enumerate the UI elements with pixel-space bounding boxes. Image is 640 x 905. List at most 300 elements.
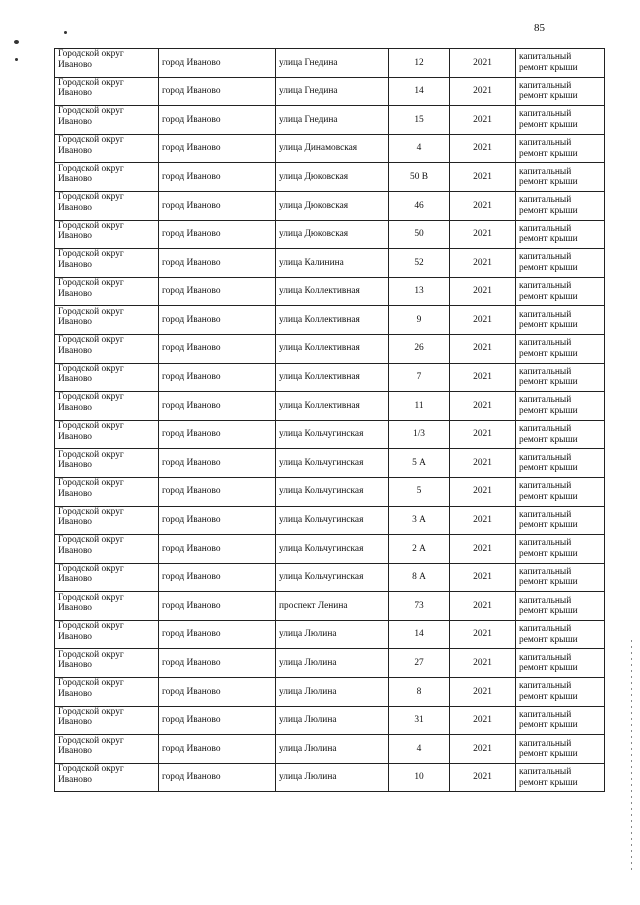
cell-house [389, 449, 450, 478]
cell-city [159, 477, 276, 506]
house-text: 5 А [412, 457, 426, 468]
cell-district [55, 506, 159, 535]
city-text: город Иваново [162, 400, 221, 411]
district-text: Городской округ Иваново [58, 678, 124, 699]
street-text: улица Кольчугинская [279, 457, 364, 468]
street-text: улица Коллективная [279, 400, 360, 411]
work-text: капитальный ремонт крыши [519, 309, 578, 331]
cell-year [450, 306, 516, 335]
cell-year [450, 735, 516, 764]
city-text: город Иваново [162, 429, 221, 440]
district-text: Городской округ Иваново [58, 77, 124, 99]
house-text: 5 [416, 486, 422, 497]
district-text: Городской округ Иваново [58, 106, 124, 127]
table-row [55, 106, 605, 135]
table-row [55, 249, 605, 278]
table-row [55, 706, 605, 735]
cell-street [276, 191, 389, 220]
cell-street [276, 763, 389, 792]
city-text: город Иваново [162, 114, 221, 125]
cell-house [389, 649, 450, 678]
street-text: улица Кольчугинская [279, 543, 364, 554]
cell-work [516, 277, 605, 306]
cell-work [516, 763, 605, 792]
cell-district [55, 392, 159, 421]
city-text: город Иваново [162, 314, 221, 325]
cell-house [389, 592, 450, 621]
cell-district [55, 477, 159, 506]
cell-house [389, 249, 450, 278]
cell-house [389, 191, 450, 220]
work-text: капитальный ремонт крыши [519, 424, 578, 445]
city-text: город Иваново [162, 486, 221, 497]
work-text: капитальный ремонт крыши [519, 80, 578, 102]
cell-street [276, 420, 389, 449]
house-text: 8 [416, 686, 422, 697]
cell-year [450, 106, 516, 135]
cell-district [55, 706, 159, 735]
cell-year [450, 277, 516, 306]
work-text: капитальный ремонт крыши [519, 652, 578, 674]
cell-work [516, 77, 605, 106]
work-text: капитальный ремонт крыши [519, 624, 578, 645]
street-text: улица Коллективная [279, 372, 360, 383]
city-text: город Иваново [162, 143, 221, 154]
cell-district [55, 735, 159, 764]
street-text: проспект Ленина [279, 600, 348, 611]
cell-district [55, 334, 159, 363]
city-text: город Иваново [162, 658, 221, 669]
cell-work [516, 506, 605, 535]
year-text: 2021 [473, 57, 492, 68]
house-text: 8 А [412, 572, 426, 583]
scan-artifact-line [631, 640, 632, 870]
cell-house [389, 106, 450, 135]
house-text: 26 [414, 343, 424, 354]
table-row [55, 763, 605, 792]
work-text: капитальный ремонт крыши [519, 252, 578, 273]
cell-city [159, 134, 276, 163]
cell-year [450, 563, 516, 592]
year-text: 2021 [473, 429, 492, 440]
work-text: капитальный ремонт крыши [519, 452, 578, 474]
table-row [55, 134, 605, 163]
table-row [55, 735, 605, 764]
city-text: город Иваново [162, 457, 221, 468]
district-text: Городской округ Иваново [58, 335, 124, 356]
house-text: 15 [414, 114, 424, 125]
street-text: улица Кольчугинская [279, 429, 364, 440]
table-row [55, 49, 605, 78]
street-text: улица Люлина [279, 686, 337, 697]
house-text: 50 В [410, 171, 428, 182]
cell-city [159, 277, 276, 306]
city-text: город Иваново [162, 743, 221, 754]
cell-house [389, 220, 450, 249]
year-text: 2021 [473, 257, 492, 268]
cell-district [55, 220, 159, 249]
cell-street [276, 735, 389, 764]
page-number: 85 [534, 22, 545, 34]
cell-work [516, 563, 605, 592]
district-text: Городской округ Иваново [58, 392, 124, 413]
city-text: город Иваново [162, 86, 221, 97]
cell-district [55, 249, 159, 278]
cell-work [516, 620, 605, 649]
table-row [55, 592, 605, 621]
cell-street [276, 134, 389, 163]
city-text: город Иваново [162, 629, 221, 640]
work-text: капитальный ремонт крыши [519, 109, 578, 130]
cell-house [389, 334, 450, 363]
year-text: 2021 [473, 486, 492, 497]
city-text: город Иваново [162, 372, 221, 383]
cell-work [516, 420, 605, 449]
work-text: капитальный ремонт крыши [519, 138, 578, 159]
street-text: улица Люлина [279, 658, 337, 669]
cell-city [159, 649, 276, 678]
year-text: 2021 [473, 114, 492, 125]
cell-work [516, 106, 605, 135]
street-text: улица Дюковская [279, 229, 349, 240]
city-text: город Иваново [162, 772, 221, 783]
city-text: город Иваново [162, 515, 221, 526]
city-text: город Иваново [162, 543, 221, 554]
cell-year [450, 592, 516, 621]
table-row [55, 334, 605, 363]
cell-house [389, 506, 450, 535]
district-text: Городской округ Иваново [58, 220, 124, 242]
cell-work [516, 363, 605, 392]
cell-house [389, 163, 450, 192]
house-text: 7 [416, 372, 422, 383]
house-text: 13 [414, 286, 424, 297]
table-row [55, 191, 605, 220]
table-row [55, 620, 605, 649]
house-text: 9 [416, 314, 422, 325]
work-text: капитальный ремонт крыши [519, 281, 578, 302]
cell-city [159, 363, 276, 392]
cell-city [159, 420, 276, 449]
cell-city [159, 334, 276, 363]
cell-street [276, 620, 389, 649]
cell-city [159, 49, 276, 78]
work-text: капитальный ремонт крыши [519, 681, 578, 702]
cell-city [159, 191, 276, 220]
cell-city [159, 592, 276, 621]
house-text: 10 [414, 772, 424, 783]
year-text: 2021 [473, 400, 492, 411]
cell-city [159, 77, 276, 106]
year-text: 2021 [473, 171, 492, 182]
house-text: 14 [414, 629, 424, 640]
cell-street [276, 477, 389, 506]
cell-street [276, 706, 389, 735]
city-text: город Иваново [162, 686, 221, 697]
cell-year [450, 49, 516, 78]
cell-work [516, 163, 605, 192]
district-text: Городской округ Иваново [58, 621, 124, 642]
cell-house [389, 763, 450, 792]
cell-district [55, 306, 159, 335]
district-text: Городской округ Иваново [58, 764, 124, 785]
city-text: город Иваново [162, 572, 221, 583]
cell-work [516, 649, 605, 678]
table-row [55, 449, 605, 478]
cell-street [276, 334, 389, 363]
cell-year [450, 363, 516, 392]
cell-district [55, 763, 159, 792]
district-text: Городской округ Иваново [58, 278, 124, 299]
district-text: Городской округ Иваново [58, 163, 124, 185]
street-text: улица Люлина [279, 715, 337, 726]
cell-city [159, 620, 276, 649]
cell-district [55, 106, 159, 135]
street-text: улица Динамовская [279, 143, 358, 154]
table-row [55, 363, 605, 392]
street-text: улица Гнедина [279, 86, 338, 97]
house-text: 3 А [412, 515, 426, 526]
district-text: Городской округ Иваново [58, 735, 124, 757]
city-text: город Иваново [162, 57, 221, 68]
cell-district [55, 49, 159, 78]
city-text: город Иваново [162, 257, 221, 268]
house-text: 50 [414, 229, 424, 240]
year-text: 2021 [473, 229, 492, 240]
cell-work [516, 392, 605, 421]
cell-street [276, 506, 389, 535]
cell-house [389, 535, 450, 564]
cell-street [276, 306, 389, 335]
cell-city [159, 249, 276, 278]
cell-city [159, 306, 276, 335]
cell-year [450, 77, 516, 106]
table-row [55, 477, 605, 506]
year-text: 2021 [473, 715, 492, 726]
cell-district [55, 277, 159, 306]
cell-city [159, 220, 276, 249]
district-text: Городской округ Иваново [58, 649, 124, 671]
street-text: улица Кольчугинская [279, 515, 364, 526]
cell-year [450, 220, 516, 249]
cell-year [450, 506, 516, 535]
cell-house [389, 363, 450, 392]
cell-city [159, 392, 276, 421]
cell-district [55, 649, 159, 678]
cell-work [516, 706, 605, 735]
table-row [55, 563, 605, 592]
cell-work [516, 220, 605, 249]
cell-house [389, 306, 450, 335]
year-text: 2021 [473, 743, 492, 754]
cell-city [159, 563, 276, 592]
work-text: капитальный ремонт крыши [519, 52, 578, 73]
year-text: 2021 [473, 543, 492, 554]
year-text: 2021 [473, 86, 492, 97]
cell-work [516, 306, 605, 335]
cell-district [55, 678, 159, 707]
table-row [55, 649, 605, 678]
cell-house [389, 735, 450, 764]
cell-street [276, 106, 389, 135]
district-text: Городской округ Иваново [58, 249, 124, 270]
cell-house [389, 620, 450, 649]
cell-district [55, 163, 159, 192]
house-text: 4 [416, 143, 422, 154]
work-text: капитальный ремонт крыши [519, 223, 578, 245]
cell-district [55, 420, 159, 449]
cell-work [516, 449, 605, 478]
district-text: Городской округ Иваново [58, 535, 124, 556]
district-text: Городской округ Иваново [58, 135, 124, 156]
cell-year [450, 334, 516, 363]
house-text: 46 [414, 200, 424, 211]
cell-work [516, 735, 605, 764]
cell-district [55, 535, 159, 564]
house-text: 12 [414, 57, 424, 68]
street-text: улица Гнедина [279, 57, 338, 68]
house-text: 73 [414, 600, 424, 611]
cell-street [276, 249, 389, 278]
street-text: улица Кольчугинская [279, 572, 364, 583]
year-text: 2021 [473, 686, 492, 697]
table-row [55, 506, 605, 535]
district-text: Городской округ Иваново [58, 506, 124, 528]
scan-speck [64, 31, 67, 34]
work-text: капитальный ремонт крыши [519, 481, 578, 502]
work-text: капитальный ремонт крыши [519, 366, 578, 388]
work-text: капитальный ремонт крыши [519, 595, 578, 617]
city-text: город Иваново [162, 715, 221, 726]
house-text: 4 [416, 743, 422, 754]
district-text: Городской округ Иваново [58, 478, 124, 499]
city-text: город Иваново [162, 229, 221, 240]
district-text: Городской округ Иваново [58, 592, 124, 614]
street-text: улица Гнедина [279, 114, 338, 125]
work-text: капитальный ремонт крыши [519, 166, 578, 188]
street-text: улица Коллективная [279, 343, 360, 354]
street-text: улица Люлина [279, 629, 337, 640]
cell-work [516, 249, 605, 278]
cell-house [389, 277, 450, 306]
work-text: капитальный ремонт крыши [519, 738, 578, 760]
table-row [55, 163, 605, 192]
street-text: улица Люлина [279, 772, 337, 783]
city-text: город Иваново [162, 171, 221, 182]
cell-street [276, 592, 389, 621]
cell-city [159, 163, 276, 192]
year-text: 2021 [473, 343, 492, 354]
district-text: Городской округ Иваново [58, 706, 124, 728]
year-text: 2021 [473, 314, 492, 325]
district-text: Городской округ Иваново [58, 363, 124, 385]
house-text: 27 [414, 658, 424, 669]
cell-year [450, 163, 516, 192]
house-text: 1/3 [413, 429, 425, 440]
cell-house [389, 134, 450, 163]
cell-house [389, 477, 450, 506]
cell-street [276, 163, 389, 192]
street-text: улица Коллективная [279, 286, 360, 297]
work-text: капитальный ремонт крыши [519, 195, 578, 216]
cell-street [276, 535, 389, 564]
city-text: город Иваново [162, 600, 221, 611]
cell-district [55, 449, 159, 478]
scan-speck [15, 58, 18, 61]
year-text: 2021 [473, 457, 492, 468]
cell-street [276, 277, 389, 306]
cell-city [159, 106, 276, 135]
year-text: 2021 [473, 772, 492, 783]
cell-work [516, 592, 605, 621]
district-text: Городской округ Иваново [58, 563, 124, 585]
year-text: 2021 [473, 515, 492, 526]
year-text: 2021 [473, 143, 492, 154]
year-text: 2021 [473, 600, 492, 611]
table-row [55, 535, 605, 564]
cell-year [450, 535, 516, 564]
cell-year [450, 649, 516, 678]
street-text: улица Коллективная [279, 314, 360, 325]
year-text: 2021 [473, 286, 492, 297]
cell-city [159, 449, 276, 478]
cell-year [450, 420, 516, 449]
scan-speck [14, 40, 19, 44]
table-row [55, 306, 605, 335]
year-text: 2021 [473, 372, 492, 383]
work-text: капитальный ремонт крыши [519, 709, 578, 731]
cell-street [276, 49, 389, 78]
cell-district [55, 563, 159, 592]
city-text: город Иваново [162, 200, 221, 211]
cell-house [389, 706, 450, 735]
work-text: капитальный ремонт крыши [519, 538, 578, 559]
cell-year [450, 620, 516, 649]
house-text: 14 [414, 86, 424, 97]
work-text: капитальный ремонт крыши [519, 767, 578, 788]
district-text: Городской округ Иваново [58, 306, 124, 328]
cell-year [450, 706, 516, 735]
house-text: 2 А [412, 543, 426, 554]
table-row [55, 678, 605, 707]
street-text: улица Люлина [279, 743, 337, 754]
house-text: 31 [414, 715, 424, 726]
house-text: 11 [414, 400, 424, 411]
cell-work [516, 334, 605, 363]
housing-repair-table [54, 48, 605, 792]
cell-work [516, 477, 605, 506]
cell-house [389, 77, 450, 106]
cell-work [516, 49, 605, 78]
cell-street [276, 392, 389, 421]
street-text: улица Дюковская [279, 171, 349, 182]
cell-city [159, 506, 276, 535]
work-text: капитальный ремонт крыши [519, 338, 578, 359]
cell-year [450, 191, 516, 220]
district-text: Городской округ Иваново [58, 49, 124, 70]
year-text: 2021 [473, 572, 492, 583]
table-row [55, 220, 605, 249]
cell-year [450, 134, 516, 163]
cell-house [389, 563, 450, 592]
street-text: улица Дюковская [279, 200, 349, 211]
street-text: улица Калинина [279, 257, 344, 268]
cell-year [450, 477, 516, 506]
cell-district [55, 134, 159, 163]
cell-house [389, 49, 450, 78]
cell-house [389, 392, 450, 421]
table-body [55, 49, 605, 792]
